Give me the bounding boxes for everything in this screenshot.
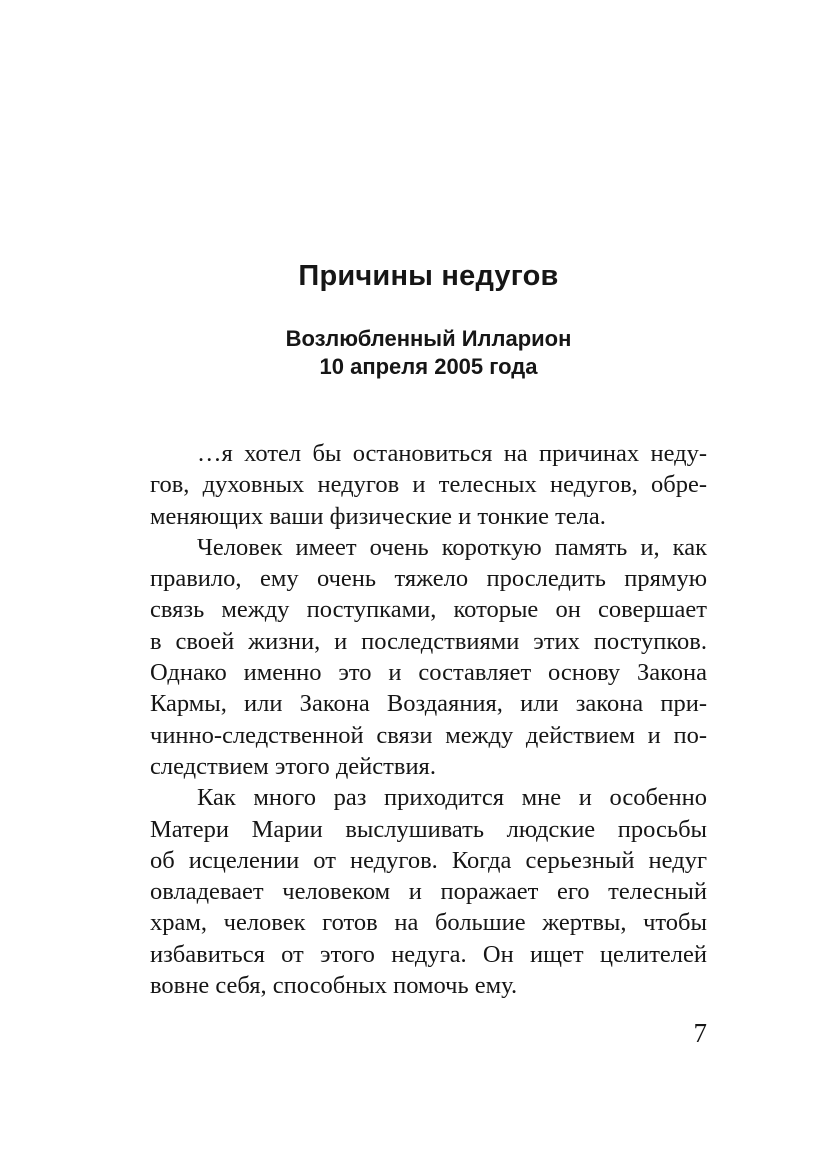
subtitle-date: 10 апреля 2005 года xyxy=(319,354,538,379)
subtitle-author: Возлюбленный Илларион xyxy=(285,326,572,351)
body-line: Матери Марии выслушивать людские просьбы xyxy=(150,815,707,843)
body-line: следствием этого действия. xyxy=(150,752,436,780)
page-title: Причины недугов xyxy=(298,260,559,292)
page-number: 7 xyxy=(693,1018,707,1048)
body-line: правило, ему очень тяжело проследить прямую xyxy=(150,565,707,593)
body-line: гов, духовных недугов и телесных недугов, обре- xyxy=(150,471,707,499)
body-line: …я хотел бы остановиться на причинах неду- xyxy=(197,440,707,467)
chapter-heading xyxy=(150,258,707,294)
chapter-subtitle xyxy=(150,325,707,381)
body-line: Кармы, или Закона Воздаяния, или закона при- xyxy=(150,690,707,718)
body-line: избавиться от этого недуга. Он ищет целителей xyxy=(150,940,707,968)
body-line: вовне себя, способных помочь ему. xyxy=(150,972,518,1000)
body-line: связь между поступками, которые он совершает xyxy=(150,596,707,624)
body-line: Как много раз приходится мне и особенно xyxy=(197,784,707,812)
body-line: в своей жизни, и последствиями этих поступков. xyxy=(150,627,707,655)
body-line: чинно-следственной связи между действием и по- xyxy=(150,721,707,749)
body-line: храм, человек готов на большие жертвы, чтобы xyxy=(150,909,707,937)
body-line: меняющих ваши физические и тонкие тела. xyxy=(150,502,606,530)
body-line: овладевает человеком и поражает его телесный xyxy=(150,878,707,906)
body-line: Однако именно это и составляет основу Закона xyxy=(150,659,707,687)
body-text xyxy=(150,438,707,1001)
body-line: Человек имеет очень короткую память и, как xyxy=(197,533,707,561)
body-line: об исцелении от недугов. Когда серьезный недуг xyxy=(150,846,707,874)
